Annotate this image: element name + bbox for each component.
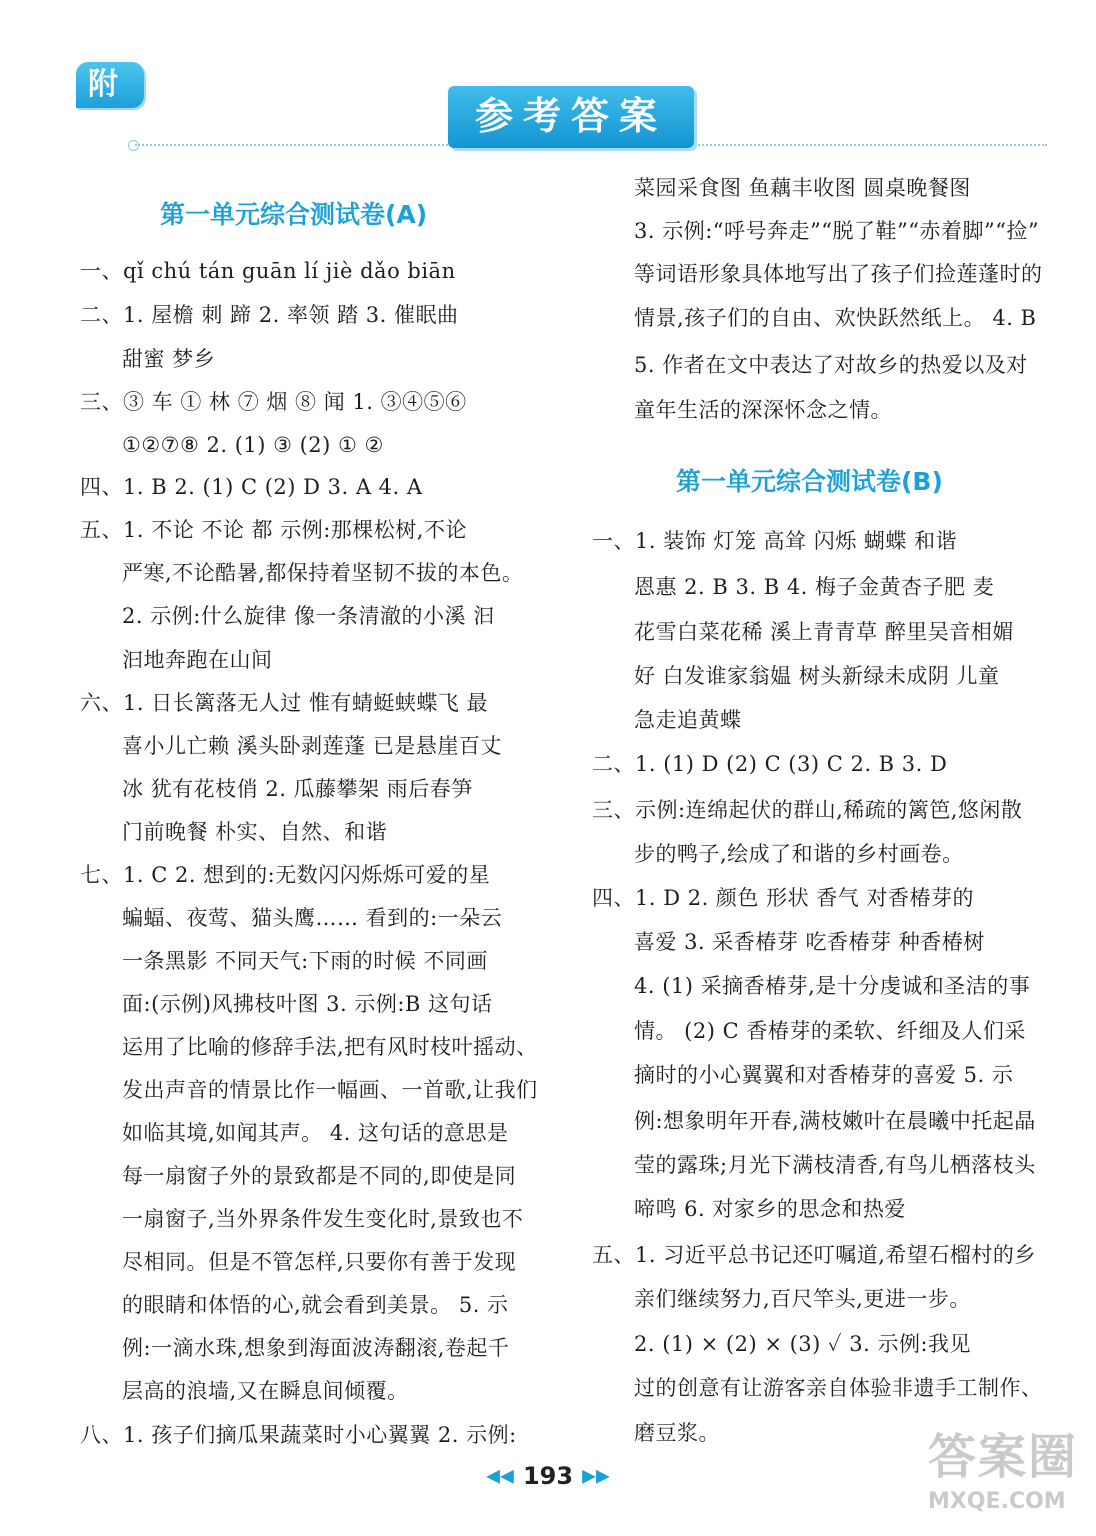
answer-line: 四、1. D 2. 颜色 形状 香气 对香椿芽的 — [592, 886, 974, 910]
answer-line: 例:想象明年开春,满枝嫩叶在晨曦中托起晶 — [634, 1109, 1036, 1133]
answer-line: 发出声音的情景比作一幅画、一首歌,让我们 — [122, 1078, 538, 1102]
answer-line: 五、1. 不论 不论 都 示例:那棵松树,不论 — [80, 518, 467, 542]
answer-line: 如临其境,如闻其声。 4. 这句话的意思是 — [122, 1121, 509, 1145]
answer-line: 菜园采食图 鱼藕丰收图 圆桌晚餐图 — [634, 176, 971, 200]
answer-line: 例:一滴水珠,想象到海面波涛翻滚,卷起千 — [122, 1336, 510, 1360]
answer-line: 的眼睛和体悟的心,就会看到美景。 5. 示 — [122, 1293, 509, 1317]
section-heading-a: 第一单元综合测试卷(A) — [160, 200, 428, 229]
answer-line: 5. 作者在文中表达了对故乡的热爱以及对 — [634, 353, 1028, 377]
answer-line: 层高的浪墙,又在瞬息间倾覆。 — [122, 1379, 409, 1403]
next-arrows-icon: ▶▶ — [582, 1465, 610, 1487]
answer-line: 八、1. 孩子们摘瓜果蔬菜时小心翼翼 2. 示例: — [80, 1423, 517, 1447]
answer-line: 4. (1) 采摘香椿芽,是十分虔诚和圣洁的事 — [634, 974, 1031, 998]
answer-line: 磨豆浆。 — [634, 1421, 720, 1445]
answer-line: 汩地奔跑在山间 — [122, 648, 273, 672]
answer-line: 四、1. B 2. (1) C (2) D 3. A 4. A — [80, 475, 423, 499]
answer-line: 情。 (2) C 香椿芽的柔软、纤细及人们采 — [634, 1019, 1026, 1043]
answer-line: 2. 示例:什么旋律 像一条清澈的小溪 汩 — [122, 604, 495, 628]
answer-line: 三、③ 车 ① 林 ⑦ 烟 ⑧ 闻 1. ③④⑤⑥ — [80, 390, 467, 414]
watermark-url: MXQE.COM — [928, 1489, 1066, 1514]
answer-line: 一、1. 装饰 灯笼 高耸 闪烁 蝴蝶 和谐 — [592, 529, 958, 553]
answer-line: 冰 犹有花枝俏 2. 瓜藤攀架 雨后春笋 — [122, 777, 473, 801]
answer-line: 啼鸣 6. 对家乡的思念和热爱 — [634, 1197, 906, 1221]
answer-line: 喜爱 3. 采香椿芽 吃香椿芽 种香椿树 — [634, 930, 985, 954]
answer-line: 摘时的小心翼翼和对香椿芽的喜爱 5. 示 — [634, 1063, 1014, 1087]
answer-line: 五、1. 习近平总书记还叮嘱道,希望石榴村的乡 — [592, 1243, 1036, 1267]
section-heading-b: 第一单元综合测试卷(B) — [676, 467, 943, 496]
answer-line: 七、1. C 2. 想到的:无数闪闪烁烁可爱的星 — [80, 863, 491, 887]
answer-line: 严寒,不论酷暑,都保持着坚韧不拔的本色。 — [122, 561, 524, 585]
answer-line: 3. 示例:“呼号奔走”“脱了鞋”“赤着脚”“捡” — [634, 219, 1040, 243]
answer-line: 运用了比喻的修辞手法,把有风时枝叶摇动、 — [122, 1035, 538, 1059]
page-number: 193 — [522, 1462, 574, 1490]
answer-line: 2. (1) × (2) × (3) ✓ 3. 示例:我见 — [634, 1332, 972, 1356]
answer-line: 甜蜜 梦乡 — [122, 347, 216, 371]
watermark-logo — [928, 1418, 1078, 1528]
answer-line: 等词语形象具体地写出了孩子们捡莲蓬时的 — [634, 262, 1043, 286]
answer-line: 蝙蝠、夜莺、猫头鹰…… 看到的:一朵云 — [122, 906, 503, 930]
answer-line: 恩惠 2. B 3. B 4. 梅子金黄杏子肥 麦 — [634, 575, 995, 599]
answer-line: 亲们继续努力,百尺竿头,更进一步。 — [634, 1287, 971, 1311]
answer-line: ①②⑦⑧ 2. (1) ③ (2) ① ② — [122, 433, 384, 457]
prev-arrows-icon: ◀◀ — [486, 1465, 514, 1487]
answer-line: 面:(示例)风拂枝叶图 3. 示例:B 这句话 — [122, 992, 493, 1016]
answer-line: 一条黑影 不同天气:下雨的时候 不同画 — [122, 949, 488, 973]
answer-line: 尽相同。但是不管怎样,只要你有善于发现 — [122, 1250, 517, 1274]
answer-line: 门前晚餐 朴实、自然、和谐 — [122, 820, 388, 844]
answer-line: 一、qǐ chú tán guān lí jiè dǎo biān — [80, 259, 456, 283]
answer-line: 情景,孩子们的自由、欢快跃然纸上。 4. B — [634, 306, 1037, 330]
answer-line: 喜小儿亡赖 溪头卧剥莲蓬 已是悬崖百丈 — [122, 734, 502, 758]
answer-line: 二、1. (1) D (2) C (3) C 2. B 3. D — [592, 752, 948, 776]
watermark-text: 答案圈 — [928, 1429, 1079, 1485]
appendix-tab: 附 — [76, 62, 144, 108]
answer-line: 每一扇窗子外的景致都是不同的,即使是同 — [122, 1164, 517, 1188]
answer-line: 莹的露珠;月光下满枝清香,有鸟儿栖落枝头 — [634, 1153, 1036, 1177]
answer-line: 好 白发谁家翁媪 树头新绿未成阴 儿童 — [634, 664, 1000, 688]
answer-line: 三、示例:连绵起伏的群山,稀疏的篱笆,悠闲散 — [592, 798, 1023, 822]
answer-line: 急走追黄蝶 — [634, 708, 742, 732]
page-title-banner: 参考答案 — [448, 86, 694, 148]
answer-line: 一扇窗子,当外界条件发生变化时,景致也不 — [122, 1207, 524, 1231]
answer-line: 步的鸭子,绘成了和谐的乡村画卷。 — [634, 842, 964, 866]
answer-line: 童年生活的深深怀念之情。 — [634, 398, 892, 422]
answer-line: 二、1. 屋檐 刺 蹄 2. 率领 踏 3. 催眠曲 — [80, 303, 459, 327]
answer-line: 六、1. 日长篱落无人过 惟有蜻蜓蛱蝶飞 最 — [80, 691, 489, 715]
answer-line: 过的创意有让游客亲自体验非遗手工制作、 — [634, 1376, 1043, 1400]
answer-line: 花雪白菜花稀 溪上青青草 醉里吴音相媚 — [634, 620, 1014, 644]
